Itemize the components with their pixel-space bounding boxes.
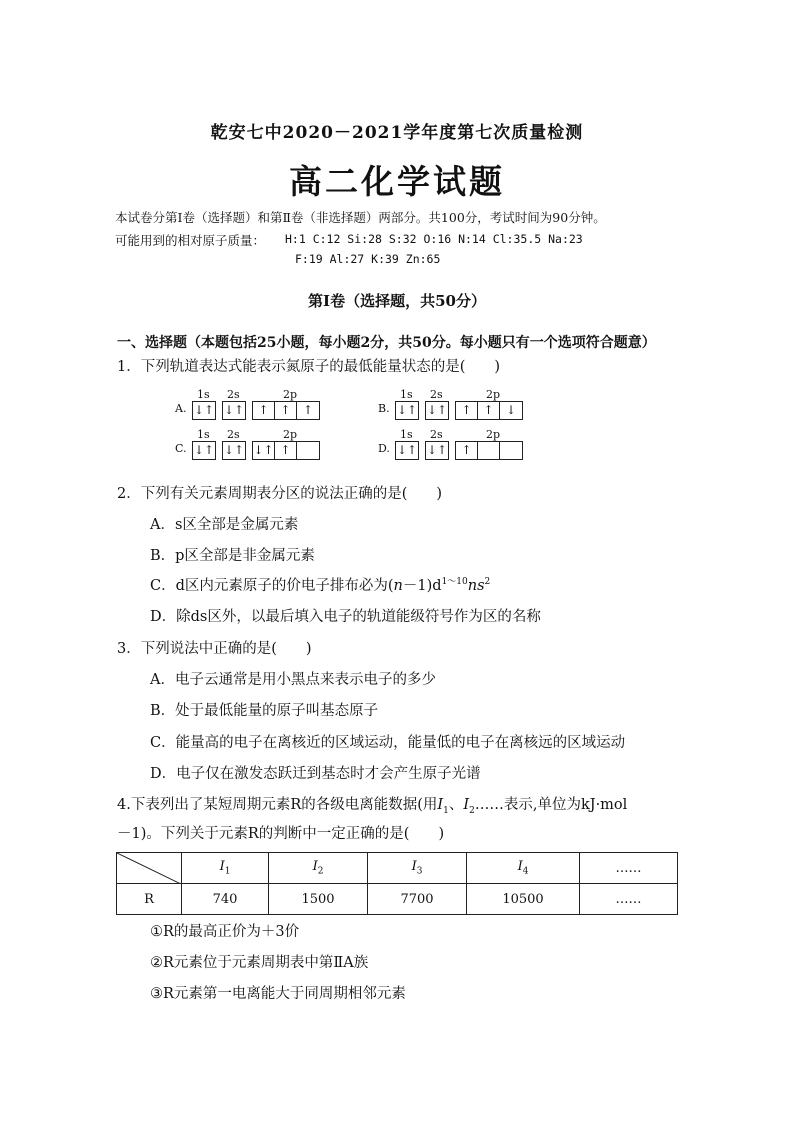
label-2p: 2p (486, 428, 501, 441)
header-i3: $I_3$ (368, 853, 467, 884)
label-1s: 1s (197, 388, 210, 401)
option-letter: D. (378, 442, 390, 455)
exam-instructions: 本试卷分第Ⅰ卷（选择题）和第Ⅱ卷（非选择题）两部分。共100分，考试时间为90分钟。 (115, 210, 606, 225)
label-2s: 2s (227, 388, 240, 401)
value-ellipsis: …… (580, 884, 678, 915)
option-letter: A. (175, 402, 187, 415)
question-4-statement-3: ③R元素第一电离能大于同周期相邻元素 (150, 986, 406, 1002)
option-letter: B. (378, 402, 390, 415)
stem-i2: I (463, 797, 470, 813)
option-c-n: n (393, 578, 403, 594)
diagonal-line-icon (117, 853, 181, 884)
question-4-stem-line-1 (117, 793, 627, 816)
stem-sub1: 1 (443, 805, 449, 816)
ionization-energy-table (116, 852, 678, 915)
option-c-mid: －1)d (402, 578, 442, 594)
atomic-mass-line-1: H:1 C:12 Si:28 S:32 O:16 N:14 Cl:35.5 Na:23 (285, 232, 583, 246)
atomic-mass-label: 可能用到的相对原子质量： (115, 233, 266, 248)
orbital-2p-y (478, 442, 500, 459)
option-letter: C. (175, 442, 187, 455)
orbital-2p-x: ↑ (253, 402, 275, 419)
question-4-statement-2: ②R元素位于元素周期表中第ⅡA族 (150, 955, 369, 971)
option-c-text: C．d区内元素原子的价电子排布必为( (150, 578, 394, 594)
question-2-stem: 2．下列有关元素周期表分区的说法正确的是( ) (117, 486, 443, 502)
label-2p: 2p (283, 428, 298, 441)
orbital-2s: ↓↑ (426, 443, 448, 457)
label-2p: 2p (486, 388, 501, 401)
label-2s: 2s (430, 388, 443, 401)
question-4-stem-line-2: －1)。下列关于元素R的判断中一定正确的是( ) (117, 826, 445, 842)
label-1s: 1s (400, 428, 413, 441)
orbital-2p-y: ↑ (275, 442, 297, 459)
orbital-2p-x: ↑ (456, 402, 478, 419)
stem-sep: 、 (448, 797, 464, 813)
value-i1: 740 (182, 884, 269, 915)
table-row (117, 884, 678, 915)
question-4-statement-1: ①R的最高正价为＋3价 (150, 924, 300, 940)
header-ellipsis: …… (580, 853, 678, 884)
question-2-option-d: D．除ds区外，以最后填入电子的轨道能级符号作为区的名称 (150, 609, 541, 625)
table-header-row (117, 853, 678, 884)
orbital-2p-x: ↓↑ (253, 443, 274, 457)
orbital-1s: ↓↑ (193, 403, 215, 417)
school-exam-title: 乾安七中2020－2021学年度第七次质量检测 (210, 123, 584, 143)
stem-i1: I (437, 797, 444, 813)
orbital-2p-x: ↑ (456, 442, 478, 459)
orbital-2s: ↓↑ (223, 443, 245, 457)
orbital-1s: ↓↑ (193, 443, 215, 457)
question-2-option-c (150, 574, 490, 595)
orbital-2p-z (297, 442, 319, 459)
orbital-2p-y: ↑ (275, 402, 297, 419)
label-1s: 1s (197, 428, 210, 441)
stem-post: ……表示,单位为kJ·mol (474, 797, 628, 813)
question-3-option-a: A．电子云通常是用小黑点来表示电子的多少 (150, 672, 436, 688)
option-c-sup2: 2 (484, 577, 491, 588)
orbital-2p-z: ↑ (302, 403, 314, 417)
stem-text: 4.下表列出了某短周期元素R的各级电离能数据(用 (117, 797, 438, 813)
orbital-2p-z (500, 442, 522, 459)
table-corner-cell (117, 853, 182, 884)
section-one-heading: 一、选择题（本题包括25小题，每小题2分，共50分。每小题只有一个选项符合题意） (117, 335, 656, 351)
part-one-title: 第Ⅰ卷（选择题，共50分） (308, 292, 486, 310)
option-c-ns: ns (467, 578, 485, 594)
stem-sub2: 2 (469, 805, 475, 816)
row-label: R (117, 884, 182, 915)
header-i2: $I_2$ (269, 853, 368, 884)
value-i4: 10500 (467, 884, 580, 915)
orbital-2p-y: ↑ (478, 402, 500, 419)
atomic-mass-line-2: F:19 Al:27 K:39 Zn:65 (295, 252, 441, 266)
question-2-option-b: B．p区全部是非金属元素 (150, 548, 315, 564)
question-3-stem: 3．下列说法中正确的是( ) (117, 641, 312, 657)
value-i2: 1500 (269, 884, 368, 915)
question-1-stem: 1．下列轨道表达式能表示氮原子的最低能量状态的是( ) (117, 359, 501, 375)
orbital-2p-z: ↓ (505, 403, 517, 417)
value-i3: 7700 (368, 884, 467, 915)
orbital-1s: ↓↑ (396, 443, 418, 457)
label-2p: 2p (283, 388, 298, 401)
header-i1: $I_1$ (182, 853, 269, 884)
header-i4: $I_4$ (467, 853, 580, 884)
question-3-option-b: B．处于最低能量的原子叫基态原子 (150, 703, 379, 719)
label-2s: 2s (430, 428, 443, 441)
page-title: 高二化学试题 (289, 162, 505, 201)
option-c-sup: 1～10 (441, 577, 468, 588)
question-3-option-c: C．能量高的电子在离核近的区域运动，能量低的电子在离核远的区域运动 (150, 735, 626, 751)
orbital-2s: ↓↑ (426, 403, 448, 417)
question-2-option-a: A．s区全部是金属元素 (150, 517, 299, 533)
orbital-2s: ↓↑ (223, 403, 245, 417)
question-3-option-d: D．电子仅在激发态跃迁到基态时才会产生原子光谱 (150, 766, 481, 782)
label-1s: 1s (400, 388, 413, 401)
orbital-1s: ↓↑ (396, 403, 418, 417)
label-2s: 2s (227, 428, 240, 441)
